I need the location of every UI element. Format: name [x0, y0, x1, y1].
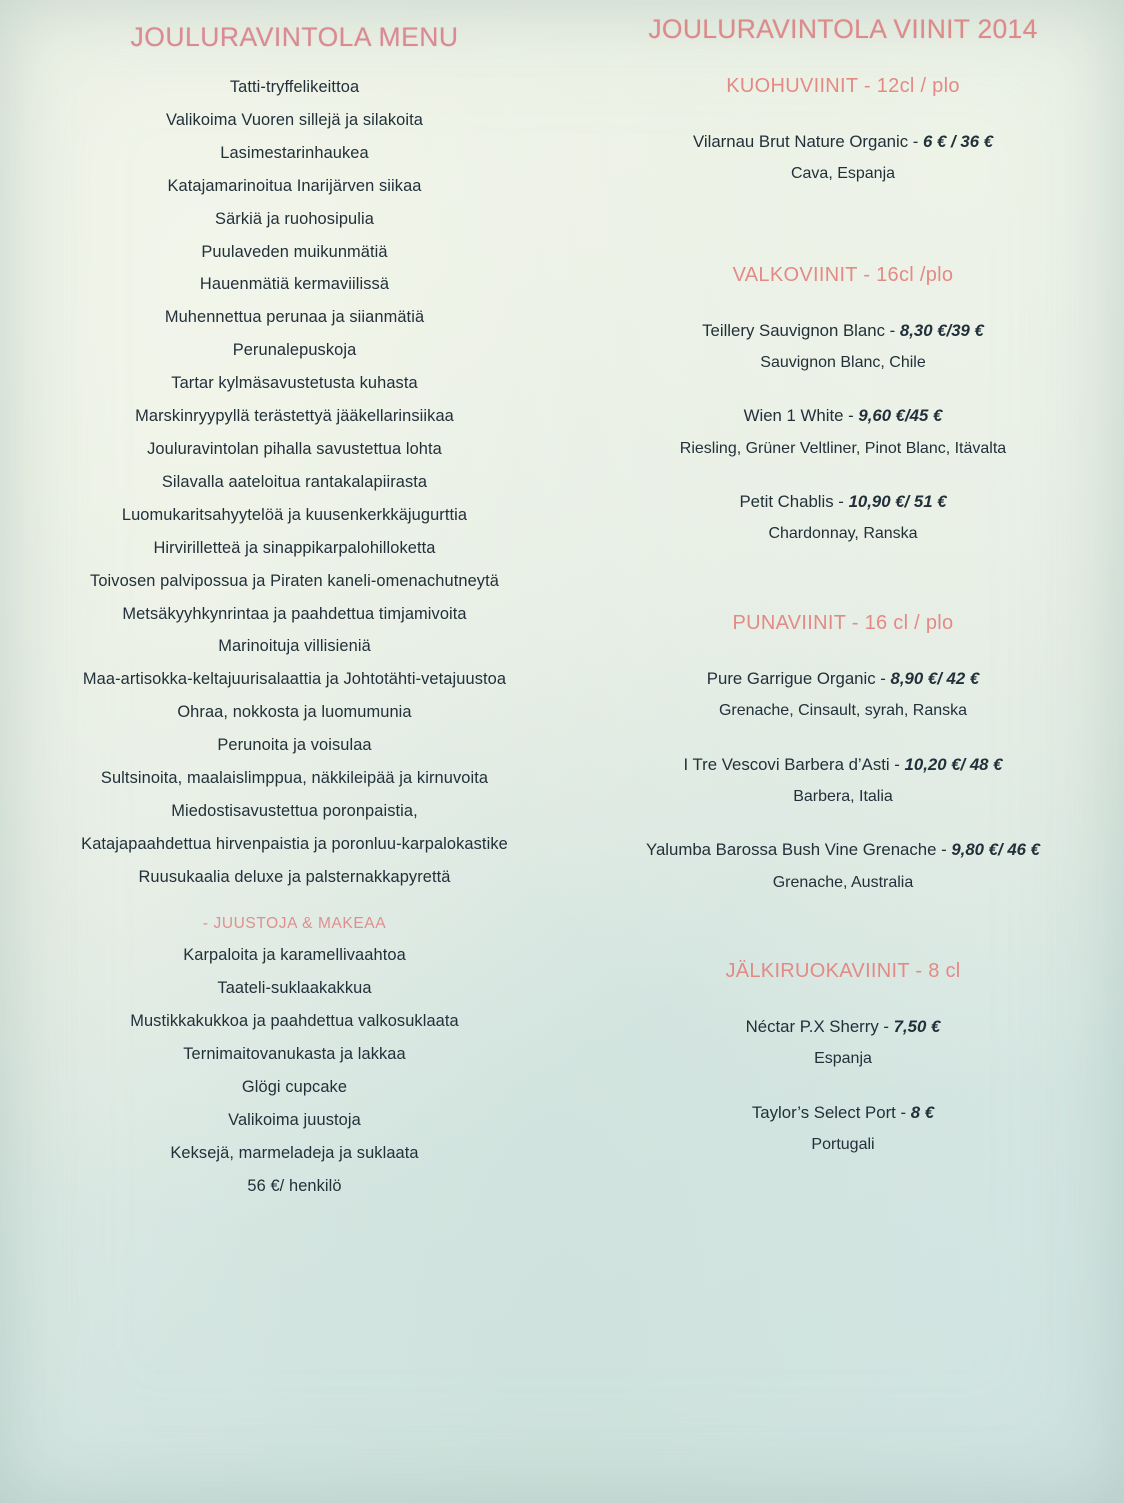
wine-item	[578, 1017, 1108, 1069]
dish-item: Maa-artisokka-keltajuurisalaattia ja Johtotähti-vetajuustoa	[82, 670, 507, 689]
wine-name-text: Petit Chablis -	[739, 492, 849, 512]
wine-name	[578, 755, 1108, 774]
wine-price: 9,80 €/ 46 €	[951, 840, 1040, 860]
wine-description: Grenache, Cinsault, syrah, Ranska	[718, 702, 968, 720]
wine-item	[578, 406, 1108, 458]
wine-column	[578, 0, 1108, 1188]
wine-price: 6 € / 36 €	[923, 132, 994, 151]
wine-name	[578, 321, 1108, 340]
dessert-item: Keksejä, marmeladeja ja suklaata	[170, 1143, 419, 1162]
dish-item: Hirvirilletteä ja sinappikarpalohilloketta	[153, 538, 436, 557]
wine-description: Cava, Espanja	[790, 165, 896, 183]
wine-name	[578, 492, 1108, 511]
wine-description: Chardonnay, Ranska	[768, 525, 918, 543]
wine-name-text: Wien 1 White -	[743, 406, 859, 426]
dish-item: Puulaveden muikunmätiä	[201, 242, 388, 261]
wine-item	[578, 1103, 1108, 1155]
wine-item	[578, 669, 1108, 721]
wine-name	[578, 132, 1108, 151]
wine-price: 10,20 €/ 48 €	[904, 754, 1003, 774]
wine-description: Riesling, Grüner Veltliner, Pinot Blanc, Itävalta	[679, 439, 1007, 457]
dish-item: Sultsinoita, maalaislimppua, näkkileipää ja kirnuvoita	[100, 769, 489, 788]
menu-title: JOULURAVINTOLA MENU	[130, 22, 459, 52]
dish-item: Katajamarinoitua Inarijärven siikaa	[167, 176, 422, 195]
wine-name-text: Pure Garrigue Organic -	[706, 668, 891, 688]
wine-name-text: Yalumba Barossa Bush Vine Grenache -	[646, 840, 952, 860]
dish-item: Luomukaritsahyytelöä ja kuusenkerkkäjugurttia	[121, 505, 468, 524]
dessert-item: Taateli-suklaakakkua	[217, 979, 372, 998]
dish-item: Ohraa, nokkosta ja luomumunia	[177, 703, 412, 722]
dish-item: Metsäkyyhkynrintaa ja paahdettua timjamivoita	[122, 604, 467, 623]
dish-item: Muhennettua perunaa ja siianmätiä	[164, 308, 425, 327]
wine-name-text: Teillery Sauvignon Blanc -	[702, 320, 900, 340]
wine-item	[578, 840, 1108, 892]
dessert-item: Karpaloita ja karamellivaahtoa	[183, 946, 406, 965]
wine-name-text: Vilarnau Brut Nature Organic -	[692, 132, 924, 151]
dish-item: Tartar kylmäsavustetusta kuhasta	[171, 374, 418, 393]
menu-column	[22, 0, 567, 1210]
wine-name-text: Néctar P.X Sherry -	[745, 1016, 894, 1036]
wine-description: Barbera, Italia	[793, 787, 893, 805]
wine-name-text: I Tre Vescovi Barbera d’Asti -	[683, 754, 905, 774]
wine-price: 7,50 €	[893, 1016, 941, 1036]
dessert-item: Valikoima juustoja	[228, 1110, 361, 1129]
dish-item: Lasimestarinhaukea	[220, 143, 369, 162]
wine-name	[578, 406, 1108, 425]
dessert-item: Glögi cupcake	[241, 1077, 348, 1096]
wine-price: 9,60 €/45 €	[858, 406, 943, 426]
dish-item: Miedostisavustettua poronpaistia,	[171, 801, 418, 820]
wine-item	[578, 492, 1108, 544]
menu-price: 56 €/ henkilö	[247, 1176, 342, 1195]
dish-item: Perunoita ja voisulaa	[217, 736, 372, 755]
wine-section-heading: KUOHUVIINIT - 12cl / plo	[726, 75, 960, 97]
dish-item: Marskinryypyllä terästettyä jääkellarinsiikaa	[135, 407, 454, 426]
wine-item	[578, 132, 1108, 184]
dessert-list	[22, 947, 567, 1161]
wine-price: 10,90 €/ 51 €	[848, 492, 947, 512]
cheese-sweets-section-label: - JUUSTOJA & MAKEAA	[202, 915, 387, 933]
wine-name-text: Taylor’s Select Port -	[751, 1102, 911, 1122]
dish-item: Särkiä ja ruohosipulia	[215, 209, 374, 228]
dish-item: Jouluravintolan pihalla savustettua lohta	[147, 439, 442, 458]
wine-name	[578, 1017, 1108, 1036]
dish-item: Katajapaahdettua hirvenpaistia ja poronluu-karpalokastike	[81, 834, 508, 853]
wine-section-heading: JÄLKIRUOKAVIINIT - 8 cl	[725, 959, 961, 982]
wine-price: 8 €	[910, 1102, 935, 1122]
dish-item: Toivosen palvipossua ja Piraten kaneli-omenachutneytä	[90, 571, 499, 590]
dish-item: Valikoima Vuoren sillejä ja silakoita	[166, 110, 423, 129]
dish-item: Tatti-tryffelikeittoa	[229, 78, 360, 96]
dish-list	[22, 79, 567, 885]
dish-item: Hauenmätiä kermaviilissä	[199, 275, 390, 294]
dessert-item: Mustikkakukkoa ja paahdettua valkosuklaata	[130, 1011, 459, 1030]
wine-item	[578, 755, 1108, 807]
wine-item	[578, 321, 1108, 373]
wine-name	[578, 840, 1108, 859]
wine-section-heading: PUNAVIINIT - 16 cl / plo	[732, 611, 954, 634]
wine-description: Sauvignon Blanc, Chile	[760, 354, 926, 372]
dessert-item: Ternimaitovanukasta ja lakkaa	[183, 1044, 406, 1063]
wine-list-title: JOULURAVINTOLA VIINIT 2014	[648, 14, 1038, 44]
dish-item: Marinoituja villisieniä	[218, 637, 371, 656]
wine-name	[578, 1103, 1108, 1122]
wine-price: 8,30 €/39 €	[899, 320, 984, 340]
wine-description: Grenache, Australia	[772, 873, 914, 891]
wine-price: 8,90 €/ 42 €	[890, 668, 980, 688]
wine-name	[578, 669, 1108, 688]
wine-description: Portugali	[811, 1135, 875, 1153]
dish-item: Silavalla aateloitua rantakalapiirasta	[161, 472, 428, 491]
wine-description: Espanja	[814, 1050, 872, 1068]
wine-section-heading: VALKOVIINIT - 16cl /plo	[732, 263, 954, 286]
dish-item: Ruusukaalia deluxe ja palsternakkapyrettä	[138, 867, 451, 886]
dish-item: Perunalepuskoja	[232, 341, 357, 360]
